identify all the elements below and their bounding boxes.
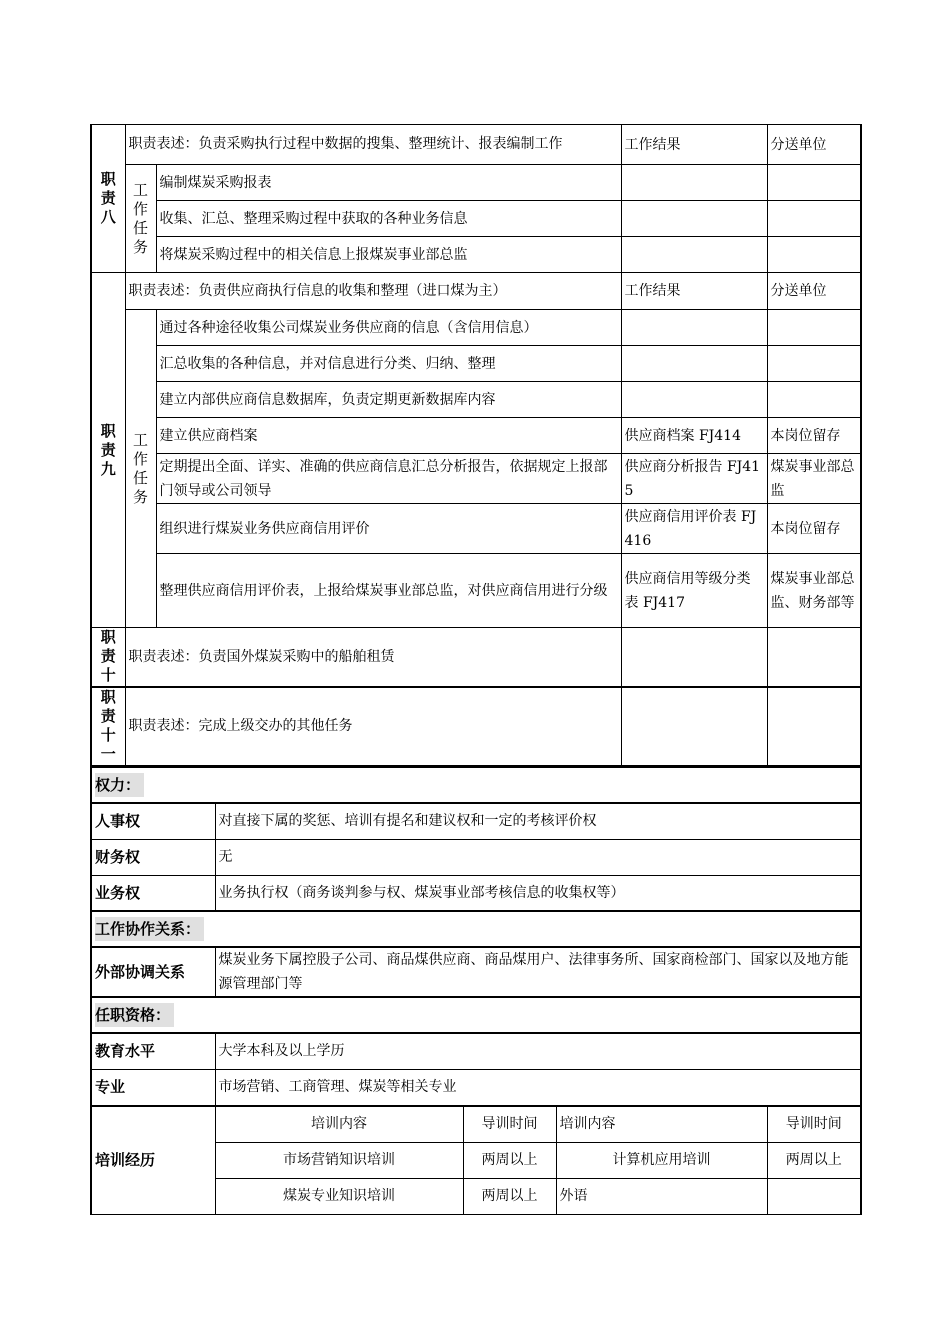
cooperation-row-value: 煤炭业务下属控股子公司、商品煤供应商、商品煤用户、法律事务所、国家商检部门、国家以及地方能源管理部门等 [215, 947, 861, 997]
training-cell [767, 1178, 861, 1214]
major-value: 市场营销、工商管理、煤炭等相关专业 [215, 1069, 861, 1105]
training-cell: 市场营销知识培训 [215, 1142, 463, 1178]
duty9-task-label: 工 作 任 务 [125, 310, 156, 628]
duty8-task-result [621, 201, 767, 237]
duty9-title: 职 责 九 [91, 273, 125, 628]
training-cell: 两周以上 [463, 1178, 556, 1214]
duty8-task: 收集、汇总、整理采购过程中获取的各种业务信息 [156, 201, 621, 237]
training-header: 导训时间 [767, 1106, 861, 1142]
cooperation-row-label: 外部协调关系 [91, 947, 215, 997]
duty11-result [621, 687, 767, 766]
training-cell: 外语 [556, 1178, 767, 1214]
duty11-description: 职责表述：完成上级交办的其他任务 [125, 687, 621, 766]
duty9-task: 建立内部供应商信息数据库，负责定期更新数据库内容 [156, 382, 621, 418]
duty9-task-result: 供应商信用等级分类表 FJ417 [621, 554, 767, 628]
duty9-result-header: 工作结果 [621, 273, 767, 310]
training-cell: 计算机应用培训 [556, 1142, 767, 1178]
duty8-task-result [621, 165, 767, 201]
duty9-task: 整理供应商信用评价表，上报给煤炭事业部总监，对供应商信用进行分级 [156, 554, 621, 628]
duty8-task-result [621, 237, 767, 273]
duty9-task-result [621, 310, 767, 346]
training-header: 培训内容 [215, 1106, 463, 1142]
duty9-dist-header: 分送单位 [767, 273, 861, 310]
duty9-task-result [621, 382, 767, 418]
duties-table [90, 124, 862, 766]
training-cell: 两周以上 [767, 1142, 861, 1178]
duty8-dist-header: 分送单位 [767, 125, 861, 165]
training-cell: 两周以上 [463, 1142, 556, 1178]
power-table [90, 766, 862, 1106]
duty8-result-header: 工作结果 [621, 125, 767, 165]
duty8-task-dist [767, 237, 861, 273]
duty9-task-dist [767, 346, 861, 382]
duty9-task-result: 供应商分析报告 FJ415 [621, 454, 767, 504]
duty9-task-dist: 煤炭事业部总监 [767, 454, 861, 504]
duty9-task-dist [767, 310, 861, 346]
duty10-description: 职责表述：负责国外煤炭采购中的船舶租赁 [125, 628, 621, 687]
duty11-title: 职 责 十 一 [91, 687, 125, 766]
duty9-task: 汇总收集的各种信息，并对信息进行分类、归纳、整理 [156, 346, 621, 382]
power-row-value: 对直接下属的奖惩、培训有提名和建议权和一定的考核评价权 [215, 803, 861, 839]
duty9-description: 职责表述：负责供应商执行信息的收集和整理（进口煤为主） [125, 273, 621, 310]
major-label: 专业 [91, 1069, 215, 1105]
duty9-task: 定期提出全面、详实、准确的供应商信息汇总分析报告，依据规定上报部门领导或公司领导 [156, 454, 621, 504]
training-cell: 煤炭专业知识培训 [215, 1178, 463, 1214]
duty8-task: 将煤炭采购过程中的相关信息上报煤炭事业部总监 [156, 237, 621, 273]
duty9-task-result: 供应商档案 FJ414 [621, 418, 767, 454]
duty9-task-dist: 本岗位留存 [767, 504, 861, 554]
power-row-value: 无 [215, 839, 861, 875]
power-row-value: 业务执行权（商务谈判参与权、煤炭事业部考核信息的收集权等） [215, 875, 861, 911]
duty9-task-result: 供应商信用评价表 FJ416 [621, 504, 767, 554]
duty8-title: 职 责 八 [91, 125, 125, 273]
power-section-label: 权力： [95, 773, 144, 797]
duty10-result [621, 628, 767, 687]
power-row-label: 业务权 [91, 875, 215, 911]
qualification-section-header [91, 997, 861, 1033]
training-header: 导训时间 [463, 1106, 556, 1142]
duty9-task: 建立供应商档案 [156, 418, 621, 454]
duty9-task-dist [767, 382, 861, 418]
duty8-task-label: 工 作 任 务 [125, 165, 156, 273]
duty9-task: 通过各种途径收集公司煤炭业务供应商的信息（含信用信息） [156, 310, 621, 346]
power-section-header [91, 767, 861, 803]
duties-body [91, 125, 861, 766]
duty8-description: 职责表述：负责采购执行过程中数据的搜集、整理统计、报表编制工作 [125, 125, 621, 165]
duty10-title: 职 责 十 [91, 628, 125, 687]
cooperation-section-header [91, 911, 861, 947]
duty8-task-dist [767, 201, 861, 237]
cooperation-section-label: 工作协作关系： [95, 917, 204, 941]
training-header: 培训内容 [556, 1106, 767, 1142]
power-row-label: 人事权 [91, 803, 215, 839]
duty8-task: 编制煤炭采购报表 [156, 165, 621, 201]
duty9-task-result [621, 346, 767, 382]
education-value: 大学本科及以上学历 [215, 1033, 861, 1069]
qualification-section-label: 任职资格： [95, 1003, 174, 1027]
duty10-dist [767, 628, 861, 687]
job-description-sheet [90, 124, 860, 1215]
education-label: 教育水平 [91, 1033, 215, 1069]
duty8-task-dist [767, 165, 861, 201]
training-table [90, 1106, 862, 1215]
training-label: 培训经历 [91, 1106, 215, 1214]
power-row-label: 财务权 [91, 839, 215, 875]
duty9-task-dist: 本岗位留存 [767, 418, 861, 454]
duty9-task: 组织进行煤炭业务供应商信用评价 [156, 504, 621, 554]
duty11-dist [767, 687, 861, 766]
duty9-task-dist: 煤炭事业部总监、财务部等 [767, 554, 861, 628]
